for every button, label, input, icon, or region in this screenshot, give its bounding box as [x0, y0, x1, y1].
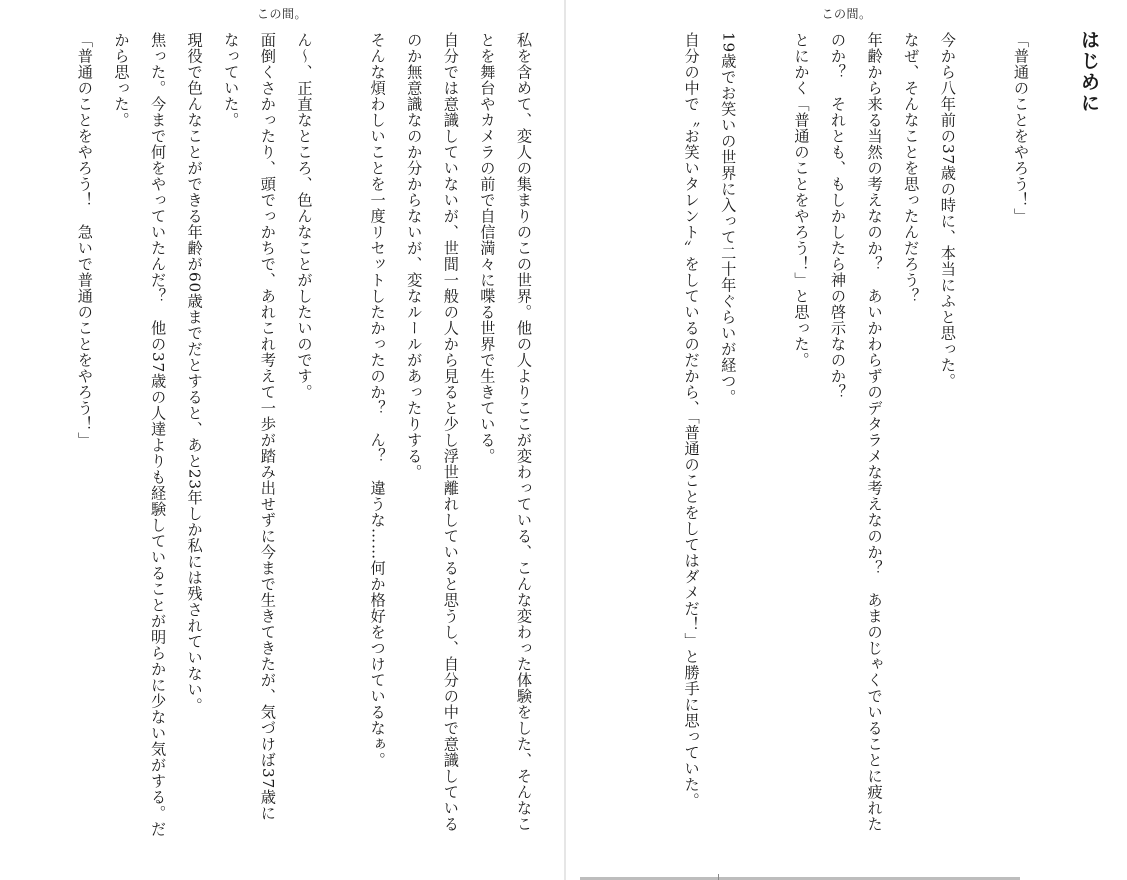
text-line: 年齢から来る当然の考えなのか？ あいかわらずのデタラメな考えなのか？ あまのじゃくでいることに疲れた: [865, 32, 884, 832]
text-line: 「普通のことをやろう！」: [1012, 32, 1030, 224]
right-running-head: この間。: [821, 7, 872, 21]
text-line: 面倒くさかったり、頭でっかちで、あれこれ考えて一歩が踏み出せずに今まで生きてきたが、気づけば37歳に: [258, 32, 277, 821]
left-running-head: この間。: [256, 7, 307, 21]
text-line: 「普通のことをやろう！ 急いで普通のことをやろう！」: [75, 32, 94, 448]
text-line: 現役で色んなことができる年齢が60歳までだとすると、あと23年しか私には残されていない。: [185, 32, 204, 714]
left-body-text: [22, 32, 542, 870]
blank-line: [746, 32, 783, 870]
page-progress-marker: [718, 874, 719, 880]
text-line: 19歳でお笑いの世界に入って二十年ぐらいが経つ。: [719, 32, 738, 405]
text-line: そんな煩わしいことを一度リセットしたかったのか？ ん？ 違うな……何か格好をつけているなぁ。: [368, 32, 387, 768]
text-line: なぜ、そんなことを思ったんだろう？: [902, 32, 921, 304]
text-line: のか？ それとも、もしかしたら神の啓示なのか？: [829, 32, 848, 400]
text-line: 焦った。今まで何をやっていたんだ？ 他の37歳の人達よりも経験していることが明らかに少ない気がする。だ: [149, 32, 168, 837]
text-line: のか無意識なのか分からないが、変なルールがあったりする。: [405, 32, 424, 480]
text-line: 今から八年前の37歳の時に、本当にふと思った。: [938, 32, 957, 389]
text-line: とを舞台やカメラの前で自信満々に喋る世界で生きている。: [478, 32, 497, 464]
chapter-title: はじめに: [1078, 30, 1100, 114]
text-line: なっていた。: [222, 32, 241, 128]
text-line: から思った。: [112, 32, 131, 128]
text-line: とにかく「普通のことをやろう！」と思った。: [792, 32, 811, 368]
blank-line: [322, 32, 359, 870]
blank-line: [966, 32, 1003, 870]
right-body-text: [649, 32, 1039, 870]
right-page: [566, 0, 1127, 880]
text-line: 自分では意識していないが、世間一般の人から見ると少し浮世離れしていると思うし、自分の中で意識している: [441, 32, 460, 832]
text-line: 自分の中で〝お笑いタレント〟をしているのだから、「普通のことをしてはダメだ！」と勝手に思っていた。: [682, 32, 701, 809]
text-line: 私を含めて、変人の集まりのこの世界。他の人よりここが変わっている、こんな変わった体験をした、そんなこ: [515, 32, 533, 832]
text-line: ん～、正直なところ、色んなことがしたいのです。: [295, 32, 314, 400]
